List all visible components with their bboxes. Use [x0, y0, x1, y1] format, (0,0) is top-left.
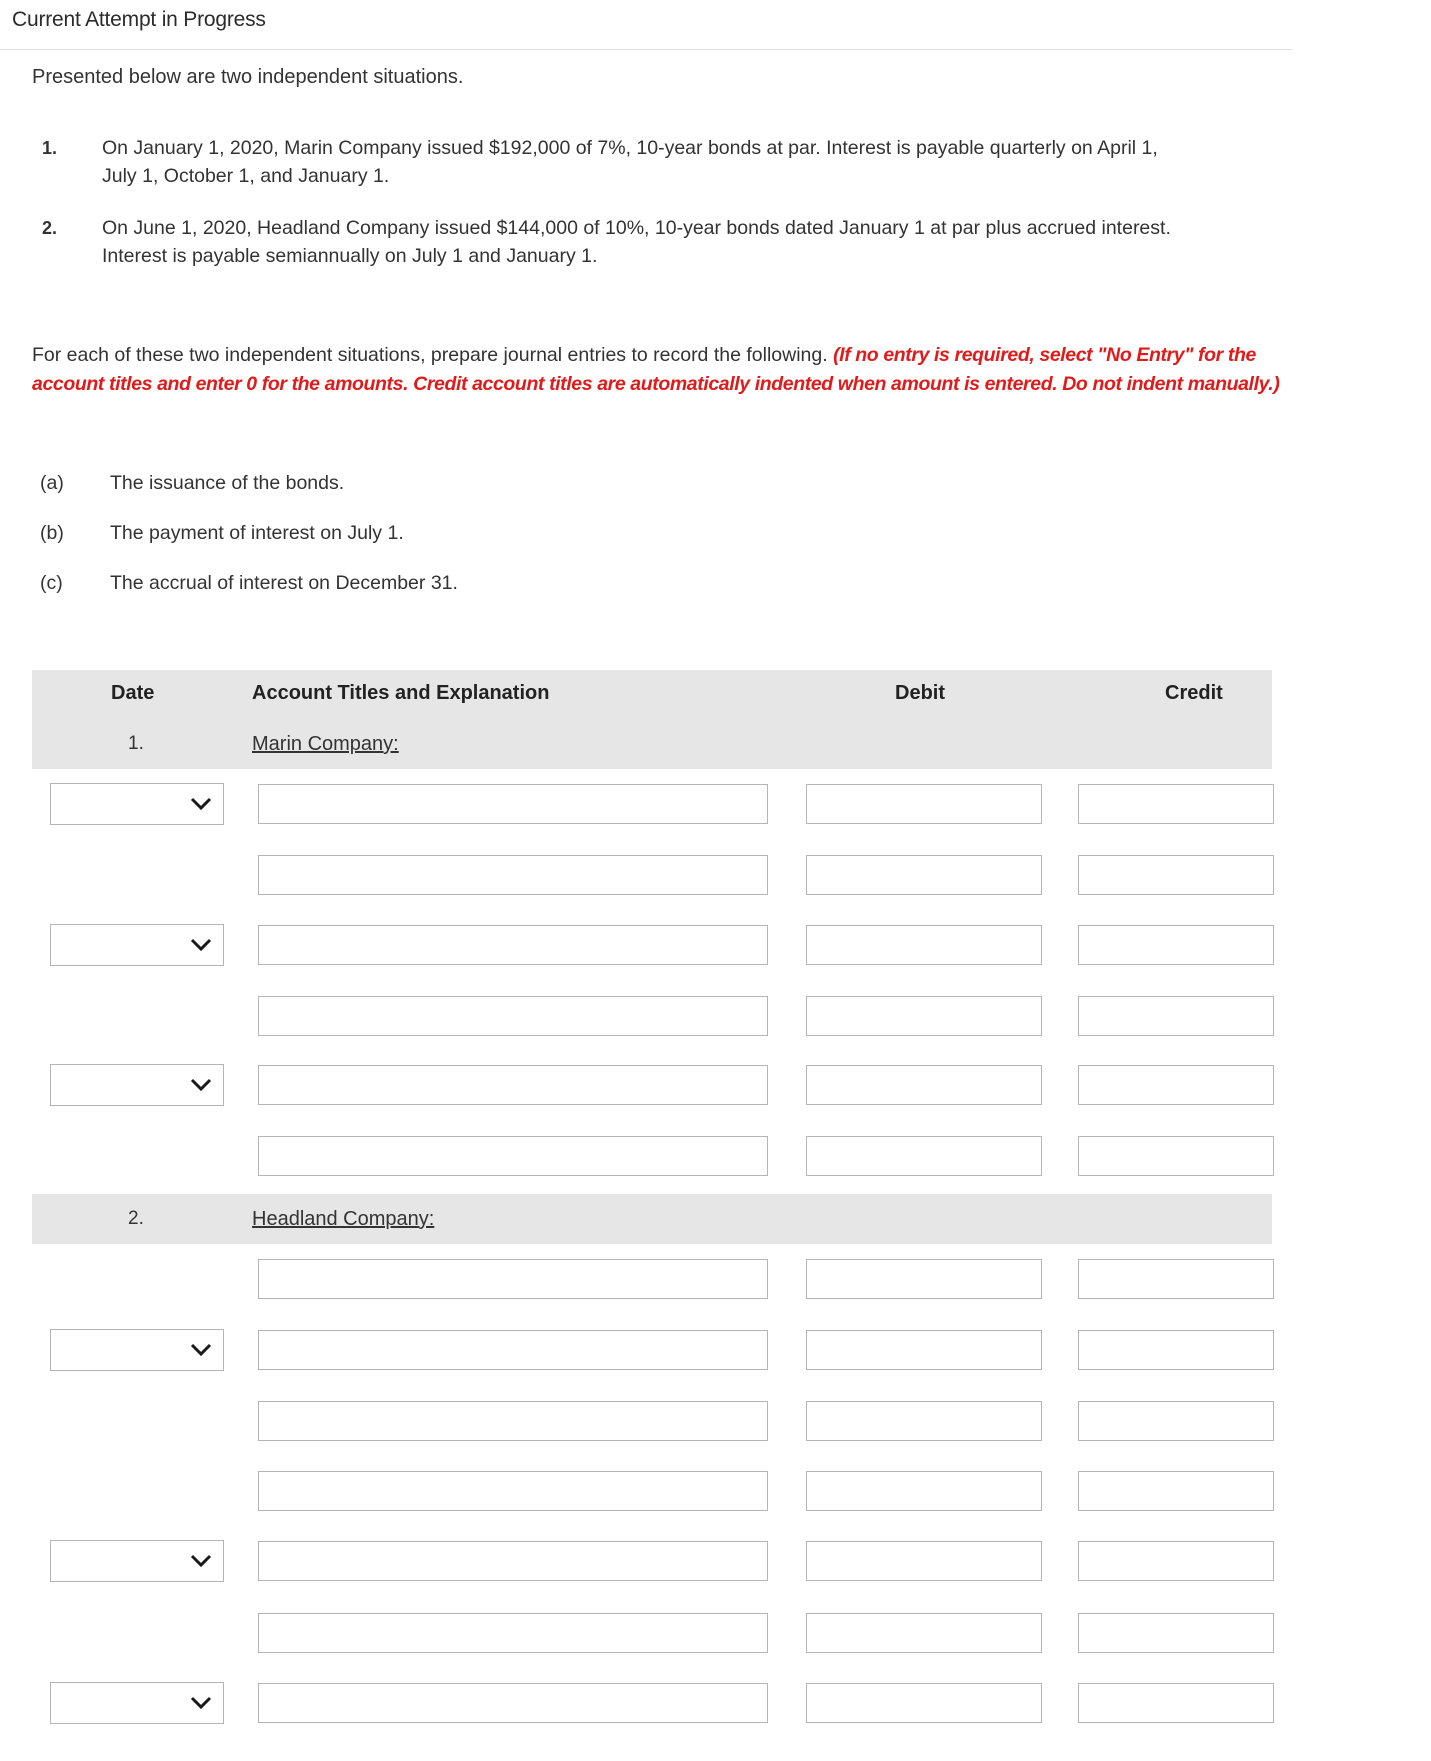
account-title-input[interactable]	[258, 1259, 768, 1299]
debit-input[interactable]	[806, 1401, 1042, 1441]
company-name: Marin Company:	[252, 733, 399, 755]
chevron-down-icon	[189, 934, 213, 956]
part-text: The issuance of the bonds.	[110, 472, 345, 494]
credit-input[interactable]	[1078, 1259, 1274, 1299]
section-header-band	[32, 1194, 1272, 1244]
debit-input[interactable]	[806, 1541, 1042, 1581]
table-header-band	[32, 670, 1272, 769]
account-title-input[interactable]	[258, 1065, 768, 1105]
entry-number: 2.	[128, 1208, 144, 1229]
account-title-input[interactable]	[258, 1401, 768, 1441]
credit-input[interactable]	[1078, 1330, 1274, 1370]
credit-input[interactable]	[1078, 1541, 1274, 1581]
debit-input[interactable]	[806, 1065, 1042, 1105]
debit-input[interactable]	[806, 925, 1042, 965]
debit-input[interactable]	[806, 855, 1042, 895]
account-title-input[interactable]	[258, 1330, 768, 1370]
situation-text	[102, 214, 1282, 270]
account-title-input[interactable]	[258, 996, 768, 1036]
instructions-text: For each of these two independent situations, prepare journal entries to record the following.	[32, 344, 828, 366]
chevron-down-icon	[189, 1550, 213, 1572]
situation-text-line: On June 1, 2020, Headland Company issued $144,000 of 10%, 10-year bonds dated January 1 at par plus accrued interest.	[102, 217, 1171, 239]
account-title-input[interactable]	[258, 1613, 768, 1653]
chevron-down-icon	[189, 793, 213, 815]
part-label: (a)	[40, 472, 64, 494]
account-title-input[interactable]	[258, 1136, 768, 1176]
debit-input[interactable]	[806, 1136, 1042, 1176]
page-header: Current Attempt in Progress	[12, 8, 266, 31]
account-title-input[interactable]	[258, 784, 768, 824]
credit-input[interactable]	[1078, 1683, 1274, 1723]
credit-input[interactable]	[1078, 1065, 1274, 1105]
instructions	[32, 341, 1282, 399]
credit-input[interactable]	[1078, 1136, 1274, 1176]
account-title-input[interactable]	[258, 855, 768, 895]
part-label: (c)	[40, 572, 63, 594]
instructions-note: (If no entry is required, select "No Entry" for the account titles and enter 0 for the amounts. Credit account titles are automatically indented when amount is entered. Do not indent manually.)	[32, 344, 1280, 395]
part-text: The accrual of interest on December 31.	[110, 572, 458, 594]
situation-text-line: July 1, October 1, and January 1.	[102, 165, 390, 187]
situation-text-line: On January 1, 2020, Marin Company issued $192,000 of 7%, 10-year bonds at par. Interest is payable quarterly on April 1,	[102, 137, 1158, 159]
debit-input[interactable]	[806, 1330, 1042, 1370]
chevron-down-icon	[189, 1074, 213, 1096]
header-divider	[0, 49, 1292, 50]
date-dropdown[interactable]	[50, 1064, 224, 1106]
credit-input[interactable]	[1078, 996, 1274, 1036]
credit-input[interactable]	[1078, 855, 1274, 895]
credit-input[interactable]	[1078, 925, 1274, 965]
account-title-input[interactable]	[258, 925, 768, 965]
account-title-input[interactable]	[258, 1683, 768, 1723]
situation-number: 2.	[42, 218, 58, 238]
credit-input[interactable]	[1078, 1401, 1274, 1441]
credit-input[interactable]	[1078, 1613, 1274, 1653]
chevron-down-icon	[189, 1692, 213, 1714]
situation-text	[102, 134, 1282, 190]
company-name: Headland Company:	[252, 1208, 435, 1230]
column-header-date: Date	[111, 682, 155, 704]
entry-number: 1.	[128, 733, 144, 754]
column-header-debit: Debit	[895, 682, 945, 704]
situation-number: 1.	[42, 138, 58, 158]
debit-input[interactable]	[806, 784, 1042, 824]
problem-intro: Presented below are two independent situations.	[32, 66, 464, 88]
date-dropdown[interactable]	[50, 1329, 224, 1371]
debit-input[interactable]	[806, 1683, 1042, 1723]
debit-input[interactable]	[806, 1471, 1042, 1511]
column-header-credit: Credit	[1165, 682, 1223, 704]
column-header-account: Account Titles and Explanation	[252, 682, 550, 704]
account-title-input[interactable]	[258, 1541, 768, 1581]
part-text: The payment of interest on July 1.	[110, 522, 404, 544]
credit-input[interactable]	[1078, 1471, 1274, 1511]
credit-input[interactable]	[1078, 784, 1274, 824]
debit-input[interactable]	[806, 996, 1042, 1036]
situation-text-line: Interest is payable semiannually on July 1 and January 1.	[102, 245, 598, 267]
debit-input[interactable]	[806, 1259, 1042, 1299]
chevron-down-icon	[189, 1339, 213, 1361]
account-title-input[interactable]	[258, 1471, 768, 1511]
debit-input[interactable]	[806, 1613, 1042, 1653]
date-dropdown[interactable]	[50, 783, 224, 825]
date-dropdown[interactable]	[50, 1540, 224, 1582]
date-dropdown[interactable]	[50, 1682, 224, 1724]
date-dropdown[interactable]	[50, 924, 224, 966]
part-label: (b)	[40, 522, 64, 544]
